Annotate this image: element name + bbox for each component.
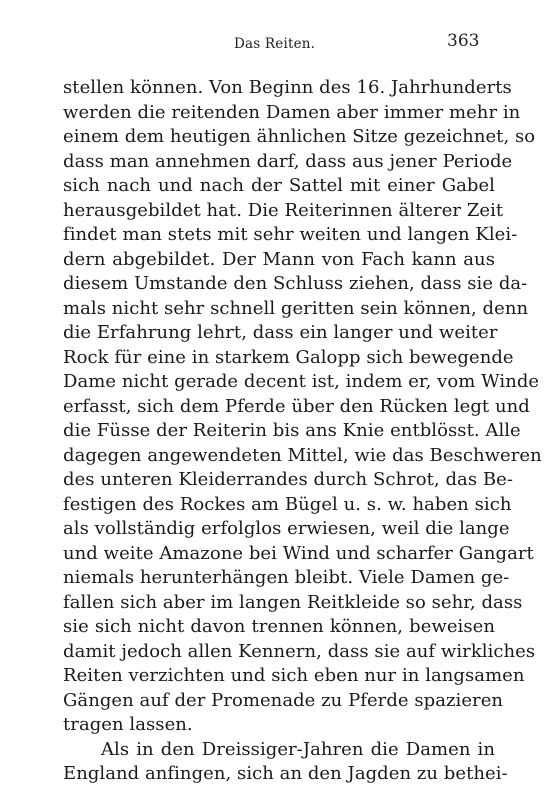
text-line: die Erfahrung lehrt, dass ein langer und weiter bbox=[63, 322, 498, 343]
text-line: Reiten verzichten und sich eben nur in langsamen bbox=[63, 665, 525, 686]
text-line: mals nicht sehr schnell geritten sein können, denn bbox=[63, 297, 529, 319]
running-title: Das Reiten. bbox=[234, 36, 316, 52]
text-line: dagegen angewendeten Mittel, wie das Beschweren bbox=[63, 444, 542, 466]
page-number: 363 bbox=[447, 31, 480, 51]
text-line: Dame nicht gerade decent ist, indem er, vom Winde bbox=[63, 371, 540, 392]
text-line: des unteren Kleiderrandes durch Schrot, das Be- bbox=[63, 469, 513, 490]
text-line: die Füsse der Reiterin bis ans Knie entblösst. Alle bbox=[63, 420, 521, 441]
paragraph-start-line: Als in den Dreissiger-Jahren die Damen in bbox=[101, 738, 495, 760]
text-line: findet man stets mit sehr weiten und langen Klei- bbox=[63, 224, 518, 245]
text-line: als vollständig erfolglos erwiesen, weil die lange bbox=[63, 518, 510, 539]
text-line: sich nach und nach der Sattel mit einer Gabel bbox=[63, 175, 495, 196]
text-line: damit jedoch allen Kennern, dass sie auf wirkliches bbox=[63, 640, 536, 662]
text-line: sie sich nicht davon trennen können, beweisen bbox=[63, 616, 495, 637]
text-line: festigen des Rockes am Bügel u. s. w. haben sich bbox=[63, 493, 512, 515]
text-line: werden die reitenden Damen aber immer mehr in bbox=[63, 101, 521, 123]
paragraph-end-line: tragen lassen. bbox=[63, 714, 193, 735]
text-line: erfasst, sich dem Pferde über den Rücken legt und bbox=[63, 395, 530, 417]
text-line: Gängen auf der Promenade zu Pferde spazieren bbox=[63, 689, 504, 711]
text-line: Rock für eine in starkem Galopp sich bewegende bbox=[63, 346, 514, 368]
body-text bbox=[63, 76, 542, 787]
text-line: England anfingen, sich an den Jagden zu bethei- bbox=[63, 763, 508, 784]
text-line: und weite Amazone bei Wind und scharfer Gangart bbox=[63, 542, 534, 564]
text-line: dern abgebildet. Der Mann von Fach kann aus bbox=[63, 248, 495, 270]
text-line: fallen sich aber im langen Reitkleide so sehr, dass bbox=[63, 591, 523, 613]
text-line: herausgebildet hat. Die Reiterinnen älterer Zeit bbox=[63, 199, 504, 221]
text-line: diesem Umstande den Schluss ziehen, dass sie da- bbox=[63, 273, 528, 294]
text-line: stellen können. Von Beginn des 16. Jahrhunderts bbox=[63, 77, 512, 98]
text-line: dass man annehmen darf, dass aus jener Periode bbox=[63, 150, 513, 172]
text-line: einem dem heutigen ähnlichen Sitze gezeichnet, so bbox=[63, 126, 536, 147]
running-head bbox=[0, 30, 549, 56]
text-line: niemals herunterhängen bleibt. Viele Damen ge- bbox=[63, 567, 510, 588]
